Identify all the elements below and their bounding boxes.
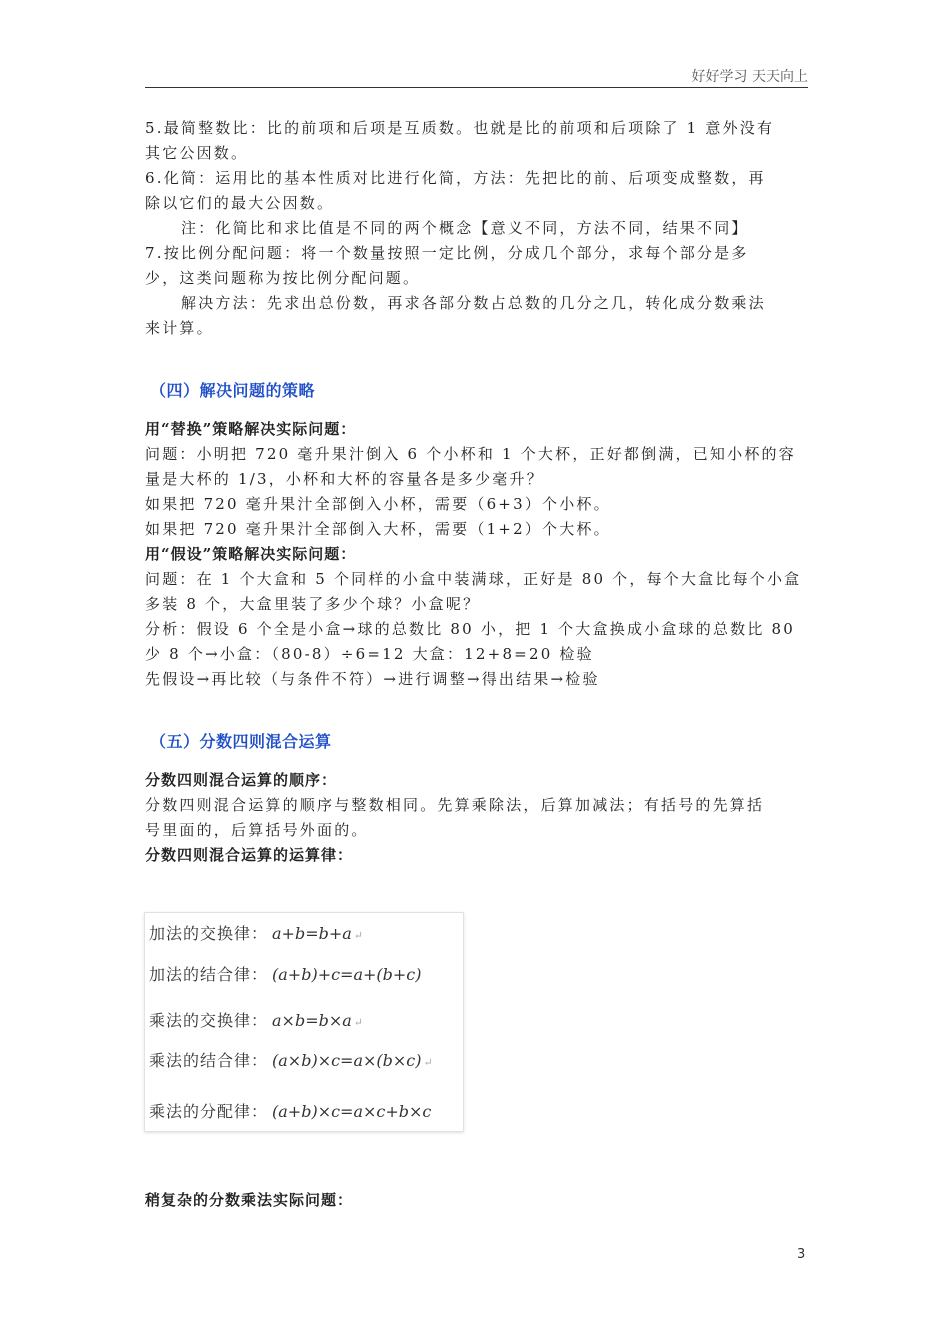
subheading-substitution: 用“替换”策略解决实际问题： (145, 420, 357, 438)
text-line: 如果把 720 毫升果汁全部倒入大杯，需要（1+2）个大杯。 (145, 520, 611, 538)
text-line: 问题：小明把 720 毫升果汁倒入 6 个小杯和 1 个大杯，正好都倒满，已知小杯的容 (145, 445, 796, 463)
method-line: 解决方法：先求出总份数，再求各部分数占总数的几分之几，转化成分数乘法 (181, 294, 766, 312)
text-line: 6.化简：运用比的基本性质对比进行化简，方法：先把比的前、后项变成整数，再 (145, 169, 766, 187)
law-row (149, 1099, 433, 1122)
text-line: 分析：假设 6 个全是小盒→球的总数比 80 小，把 1 个大盒换成小盒球的总数比 80 (145, 620, 796, 638)
text-line: 分数四则混合运算的顺序与整数相同。先算乘除法，后算加减法；有括号的先算括 (145, 796, 765, 814)
law-label: 乘法的分配律： (149, 1102, 269, 1121)
law-formula: a×b=b×a (272, 1011, 352, 1030)
note-line: 注：化简比和求比值是不同的两个概念【意义不同，方法不同，结果不同】 (181, 219, 749, 237)
subheading-assumption: 用“假设”策略解决实际问题： (145, 545, 357, 563)
page-content (145, 116, 800, 868)
return-mark: ↵ (423, 1056, 433, 1069)
law-formula: (a+b)×c=a×c+b×c (272, 1102, 432, 1121)
text-line: 量是大杯的 1/3，小杯和大杯的容量各是多少毫升？ (145, 470, 544, 488)
law-label: 乘法的交换律： (149, 1011, 269, 1030)
subheading-laws: 分数四则混合运算的运算律： (145, 846, 354, 864)
operation-laws-figure (144, 912, 464, 1132)
law-formula: (a×b)×c=a×(b×c) (272, 1051, 422, 1070)
subheading-order: 分数四则混合运算的顺序： (145, 771, 338, 789)
law-formula: a+b=b+a (272, 924, 352, 943)
text-line: 5.最简整数比：比的前项和后项是互质数。也就是比的前项和后项除了 1 意外没有 (145, 119, 775, 137)
law-row (149, 1048, 433, 1071)
header-rule (145, 87, 808, 88)
page-header: 好好学习 天天向上 (691, 69, 808, 85)
law-row (149, 921, 363, 944)
law-row (149, 962, 424, 985)
text-line: 7.按比例分配问题：将一个数量按照一定比例，分成几个部分，求每个部分是多 (145, 244, 749, 262)
text-line: 少 8 个→小盒：（80-8）÷6=12 大盒：12+8=20 检验 (145, 645, 594, 663)
subheading-complex-problems: 稍复杂的分数乘法实际问题： (145, 1191, 354, 1209)
text-line: 先假设→再比较（与条件不符）→进行调整→得出结果→检验 (145, 670, 600, 688)
text-line: 除以它们的最大公因数。 (145, 194, 335, 212)
text-line: 少，这类问题称为按比例分配问题。 (145, 269, 421, 287)
return-mark: ↵ (353, 1016, 364, 1029)
law-label: 乘法的结合律： (149, 1051, 269, 1070)
text-line: 其它公因数。 (145, 144, 249, 162)
section-title-fraction-ops: （五）分数四则混合运算 (150, 732, 332, 751)
text-line: 问题：在 1 个大盒和 5 个同样的小盒中装满球，正好是 80 个，每个大盒比每个小盒 (145, 570, 802, 588)
text-line: 号里面的，后算括号外面的。 (145, 821, 369, 839)
return-mark: ↵ (353, 929, 364, 942)
text-line: 来计算。 (145, 319, 214, 337)
law-label: 加法的结合律： (149, 965, 269, 984)
text-line: 多装 8 个，大盒里装了多少个球？小盒呢？ (145, 595, 481, 613)
law-label: 加法的交换律： (149, 924, 269, 943)
text-line: 如果把 720 毫升果汁全部倒入小杯，需要（6+3）个小杯。 (145, 495, 611, 513)
section-title-strategy: （四）解决问题的策略 (150, 381, 316, 400)
law-formula: (a+b)+c=a+(b+c) (272, 965, 422, 984)
page-number: 3 (797, 1247, 806, 1262)
law-row (149, 1008, 363, 1031)
